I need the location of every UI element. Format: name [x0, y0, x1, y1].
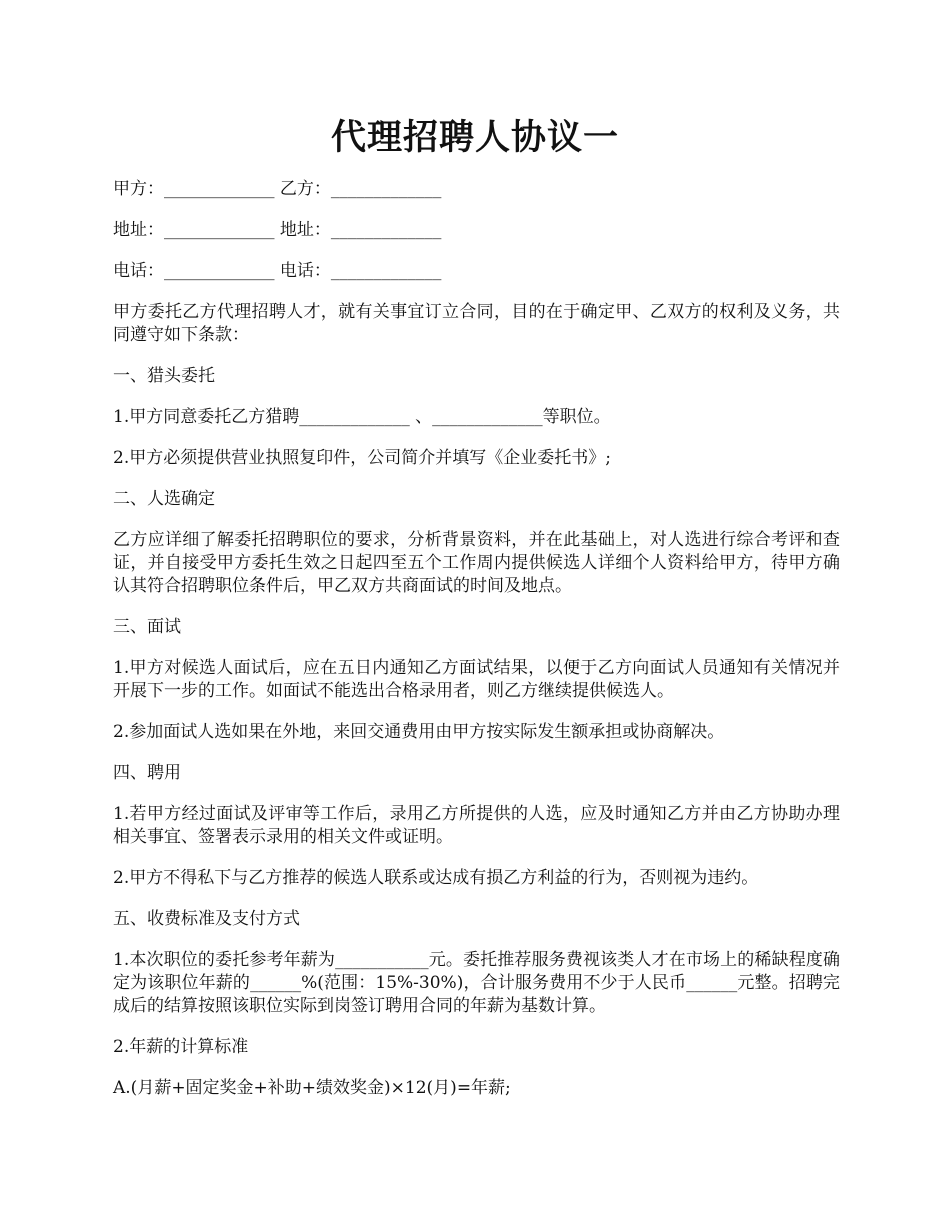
clause-1-1: 1.甲方同意委托乙方猎聘_____________ 、_____________等职位。	[113, 407, 611, 427]
document-body	[113, 178, 840, 1118]
clause-3-1: 1.甲方对候选人面试后，应在五日内通知乙方面试结果，以便于乙方向面试人员通知有关情况并开展下一步的工作。如面试不能选出合格录用者，则乙方继续提供候选人。	[113, 658, 840, 701]
clause-5-2-a: A.(月薪+固定奖金+补助+绩效奖金)×12(月)=年薪;	[113, 1078, 511, 1098]
section-heading-1: 一、猎头委托	[113, 366, 215, 386]
section-heading-2: 二、人选确定	[113, 489, 215, 509]
clause-5-2: 2.年薪的计算标准	[113, 1037, 249, 1057]
intro-paragraph: 甲方委托乙方代理招聘人才，就有关事宜订立合同，目的在于确定甲、乙双方的权利及义务，共同遵守如下条款：	[113, 302, 840, 345]
clause-3-2: 2.参加面试人选如果在外地，来回交通费用由甲方按实际发生额承担或协商解决。	[113, 722, 725, 742]
clause-1-2: 2.甲方必须提供营业执照复印件，公司简介并填写《企业委托书》;	[113, 448, 611, 468]
document-title: 代理招聘人协议一	[330, 117, 619, 158]
clause-4-1: 1.若甲方经过面试及评审等工作后，录用乙方所提供的人选，应及时通知乙方并由乙方协助办理相关事宜、签署表示录用的相关文件或证明。	[113, 804, 840, 847]
clause-5-1: 1.本次职位的委托参考年薪为___________元。委托推荐服务费视该类人才在市场上的稀缺程度确定为该职位年薪的______%(范围：15%-30%)，合计服务费用不少于人民币______元整。招聘完成后的结算按照该职位实际到岗签订聘用合同的年薪为基数计算。	[113, 950, 840, 1016]
section-heading-4: 四、聘用	[113, 763, 181, 783]
section-heading-3: 三、面试	[113, 617, 181, 637]
address-line: 地址：_____________ 地址：_____________	[113, 220, 442, 240]
clause-4-2: 2.甲方不得私下与乙方推荐的候选人联系或达成有损乙方利益的行为，否则视为违约。	[113, 868, 759, 888]
phone-line: 电话：_____________ 电话：_____________	[113, 261, 442, 281]
clause-2: 乙方应详细了解委托招聘职位的要求，分析背景资料，并在此基础上，对人选进行综合考评和查证，并自接受甲方委托生效之日起四至五个工作周内提供候选人详细个人资料给甲方，待甲方确认其符合招聘职位条件后，甲乙双方共商面试的时间及地点。	[113, 530, 840, 596]
party-a-b-line: 甲方：_____________ 乙方：_____________	[113, 179, 442, 199]
section-heading-5: 五、收费标准及支付方式	[113, 909, 300, 929]
